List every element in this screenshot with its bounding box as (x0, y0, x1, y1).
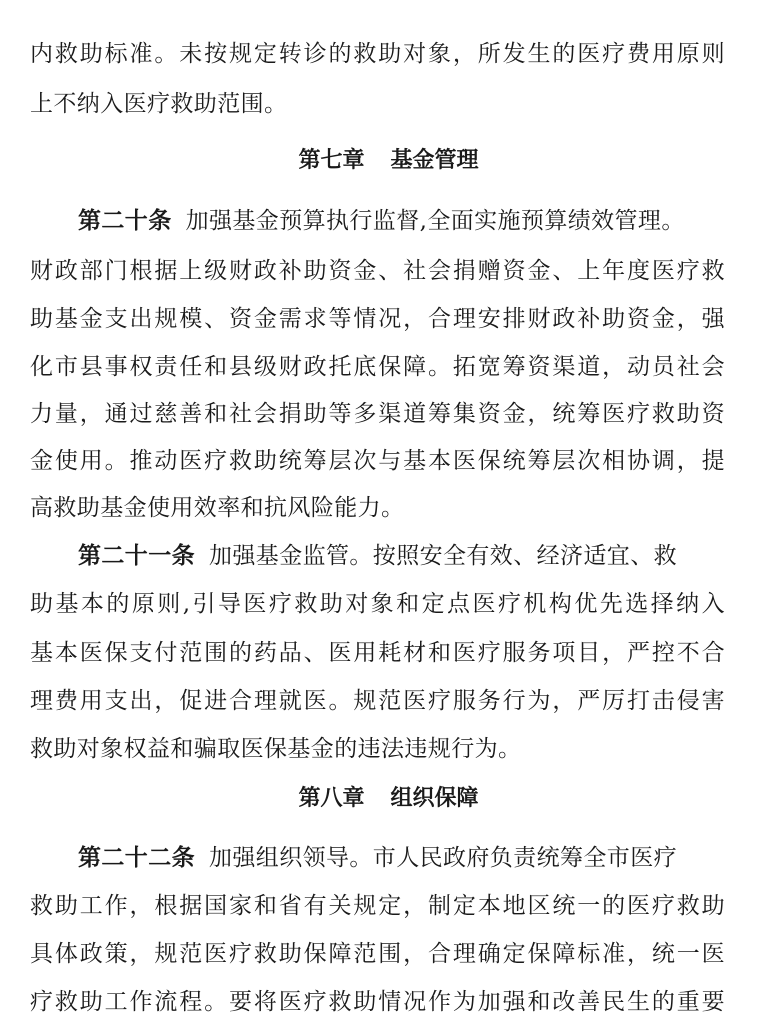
article-label: 第二十二条 (78, 845, 195, 871)
chapter-number: 第七章 (298, 148, 365, 173)
article-first-line (30, 540, 725, 572)
text-line: 上不纳入医疗救助范围。 (30, 91, 288, 117)
text-line: 救助工作，根据国家和省有关规定，制定本地区统一的医疗救助 (30, 893, 725, 919)
article-text: 加强基金监管。按照安全有效、经济适宜、救 (209, 543, 677, 569)
chapter-heading (0, 145, 777, 177)
text-line: 具体政策，规范医疗救助保障范围，合理确定保障标准，统一医 (30, 941, 725, 967)
article-label: 第二十条 (78, 208, 172, 234)
article-text: 加强基金预算执行监督,全面实施预算绩效管理。 (185, 208, 685, 234)
chapter-title: 组织保障 (390, 786, 479, 811)
article-first-line (30, 842, 725, 874)
chapter-title: 基金管理 (390, 148, 479, 173)
text-line: 金使用。推动医疗救助统筹层次与基本医保统筹层次相协调，提 (30, 448, 725, 474)
chapter-number: 第八章 (298, 786, 365, 811)
text-line: 助基本的原则,引导医疗救助对象和定点医疗机构优先选择纳入 (30, 591, 725, 617)
article-first-line (30, 205, 725, 237)
text-line: 内救助标准。未按规定转诊的救助对象，所发生的医疗费用原则 (30, 41, 725, 67)
text-line: 力量，通过慈善和社会捐助等多渠道筹集资金，统筹医疗救助资 (30, 401, 725, 427)
text-line: 救助对象权益和骗取医保基金的违法违规行为。 (30, 736, 522, 762)
chapter-heading (0, 783, 777, 815)
text-line: 疗救助工作流程。要将医疗救助情况作为加强和改善民生的重要 (30, 989, 725, 1015)
text-line: 财政部门根据上级财政补助资金、社会捐赠资金、上年度医疗救 (30, 258, 725, 284)
text-line: 高救助基金使用效率和抗风险能力。 (30, 495, 405, 521)
text-line: 化市县事权责任和县级财政托底保障。拓宽筹资渠道，动员社会 (30, 354, 725, 380)
article-text: 加强组织领导。市人民政府负责统筹全市医疗 (209, 845, 677, 871)
text-line: 理费用支出，促进合理就医。规范医疗服务行为，严厉打击侵害 (30, 688, 725, 714)
text-line: 基本医保支付范围的药品、医用耗材和医疗服务项目，严控不合 (30, 640, 725, 666)
text-line: 助基金支出规模、资金需求等情况，合理安排财政补助资金，强 (30, 306, 725, 332)
article-label: 第二十一条 (78, 543, 195, 569)
